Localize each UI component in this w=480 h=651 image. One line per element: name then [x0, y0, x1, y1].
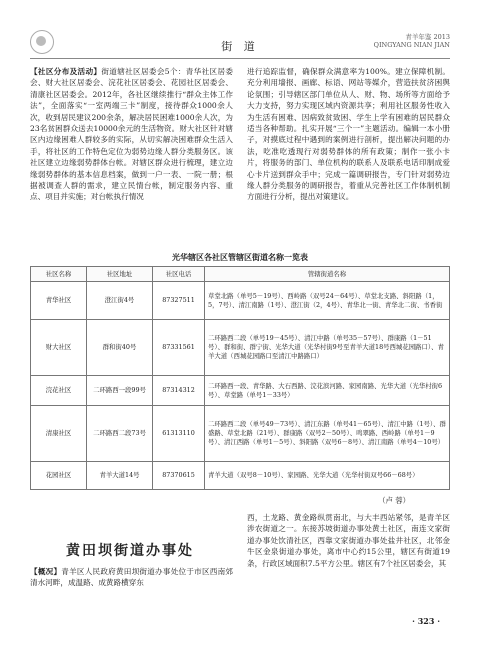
right-column [247, 66, 450, 203]
table-header-row [31, 267, 450, 282]
community-streets: 草堂北路（单号5－19号）、西岭路（双号24－64号）、草堂北支路、斜阳路（1，5，7号）、清江南路（1号）、澄江街（2，4号）、青华北一街、青华北二街、书香街 [205, 282, 450, 320]
page-number: · 323 · [412, 616, 440, 626]
community-table [30, 266, 450, 490]
right-paragraph: 进行追踪监督，确保群众满意率为100%。建立保障机制。充分利用墙报、画廊、标语、网站等媒介，营造扶贫济困舆论氛围；引导辖区部门单位从人、财、物、场所等方面给予大力支持，努力实现区域内资源共享；利用社区服务性收入为生活有困难、因病致贫致困、学生上学有困难的居民群众适当各种帮助。扎实开展“三个一”主题活动。编辑一本小册子，对摸底过程中遇到的案例进行剖析，提出解决问题的办法，吃准吃透现行对弱势群体的所有政策；制作一张小卡片，将服务的部门、单位机构的联系人及联系电话印制成爱心卡片送到群众手中；完成一篇调研报告，专门针对弱势边缘人群分类服务的调研报告，着重从完善社区工作体制机制方面进行分析，提出对策建议。 [247, 67, 450, 202]
table-header-cell: 管辖街道名称 [205, 267, 450, 282]
section-title: 黄田坝街道办事处 [66, 543, 194, 559]
section-tag: 【社区分布及活动】 [30, 67, 102, 76]
yearbook-name-en: QINGYANG NIAN JIAN [373, 41, 450, 49]
community-phone: 61313110 [153, 406, 205, 462]
running-header-yearbook [374, 33, 450, 49]
header-rule [30, 58, 450, 59]
community-phone: 87327511 [153, 282, 205, 320]
community-address: 青羊大道14号 [87, 462, 153, 490]
section-paragraph-continued: 西，土龙路、黄金路纵贯南北，与大丰西站紧邻，是青羊区涉农街道之一。东接苏坡街道办事处黄土社区，南连文家街道办事处饮清社区，西靠文家街道办事处盐井社区，北邻金牛区金泉街道办事处，离市中心约15公里，辖区有街道19条，行政区域面积7.5平方公里。辖区有7个社区居委会，其 [247, 513, 450, 568]
community-address: 二环路西二段73号 [87, 406, 153, 462]
paragraph-text: 街道辖社区居委会5个：青华社区居委会、财大社区居委会、浣花社区居委会、花园社区居委会、清康社区居委会。2012年，各社区继续推行“群众主体工作法”，全面落实“一室两端三卡”制度，接待群众1000余人次，收到居民建议200余条，解决居民困难1000余人次，为23名贫困群众送去10000余元的生活物资。财大社区针对辖区内边缘困难人群较多的实际，从切实解决困难群众生活入手，将社区的工作特色定位为弱势边缘人群分类服务区。该社区建立边缘弱势群体台帐。对辖区群众进行梳理，建立边缘弱势群体的基本信息档案，做到一户一表、一院一册；根据被调查人群的需求，建立民情台帐，制定服务内容、重点、项目并实施；对台帐执行情况 [30, 67, 233, 202]
community-name: 青华社区 [31, 282, 87, 320]
community-name: 浣花社区 [31, 376, 87, 406]
community-name: 清康社区 [31, 406, 87, 462]
table-title: 光华辖区各社区管辖区街道名称一览表 [172, 253, 308, 262]
section-left-column [30, 566, 233, 589]
community-name: 财大社区 [31, 320, 87, 376]
community-streets: 二环路西二段（单号19－45号）、清江中路（单号35－57号）、群康路（1－51号）、群和街、群宁街、光华大道（光华村街9号至青羊大道18号西城花园路口）、青羊大道（西城花园路口至清江中路路口） [205, 320, 450, 376]
left-column [30, 66, 233, 203]
community-streets: 二环路西一段、青华路、大石西路、浣花滨河路、家园南路、光华大道（光华村街6号）、草堂路（单号1－33号） [205, 376, 450, 406]
section-tag: 【概况】 [30, 567, 62, 576]
community-name: 花园社区 [31, 462, 87, 490]
table-header-cell: 社区名称 [31, 267, 87, 282]
section-paragraph [30, 566, 233, 589]
community-address: 澄江街4号 [87, 282, 153, 320]
author-credit: （卢 蓉） [378, 496, 410, 505]
community-phone: 87370615 [153, 462, 205, 490]
left-paragraph [30, 66, 233, 203]
yearbook-name-cn: 青羊年鉴 2013 [405, 33, 450, 41]
table-row [31, 406, 450, 462]
community-streets: 青羊大道（双号8－10号）、家园路、光华大道（光华村街双号66－68号） [205, 462, 450, 490]
paragraph-text: 青羊区人民政府黄田坝街道办事处位于市区西南郊清水河畔，成温路、成黄路横穿东 [30, 567, 233, 588]
section-right-column [247, 512, 450, 569]
community-streets: 二环路西二段（单号49－73号）、清江东路（单号41－65号）、清江中路（1号）、群盛路、草堂北路（21号）、群康路（双号2－50号）、鸣翠路、西岭路（单号1－9号）、清江西路（单号1－5号）、斜阳路（双号6－8号）、清江南路（单号4－10号） [205, 406, 450, 462]
running-header-title: 街 道 [221, 40, 259, 53]
table-header-cell: 社区电话 [153, 267, 205, 282]
table-row [31, 320, 450, 376]
community-address: 群和街40号 [87, 320, 153, 376]
table-row [31, 376, 450, 406]
community-phone: 87331561 [153, 320, 205, 376]
table-row [31, 462, 450, 490]
community-address: 二环路西一段99号 [87, 376, 153, 406]
community-phone: 87314312 [153, 376, 205, 406]
table-header-cell: 社区地址 [87, 267, 153, 282]
table-row [31, 282, 450, 320]
